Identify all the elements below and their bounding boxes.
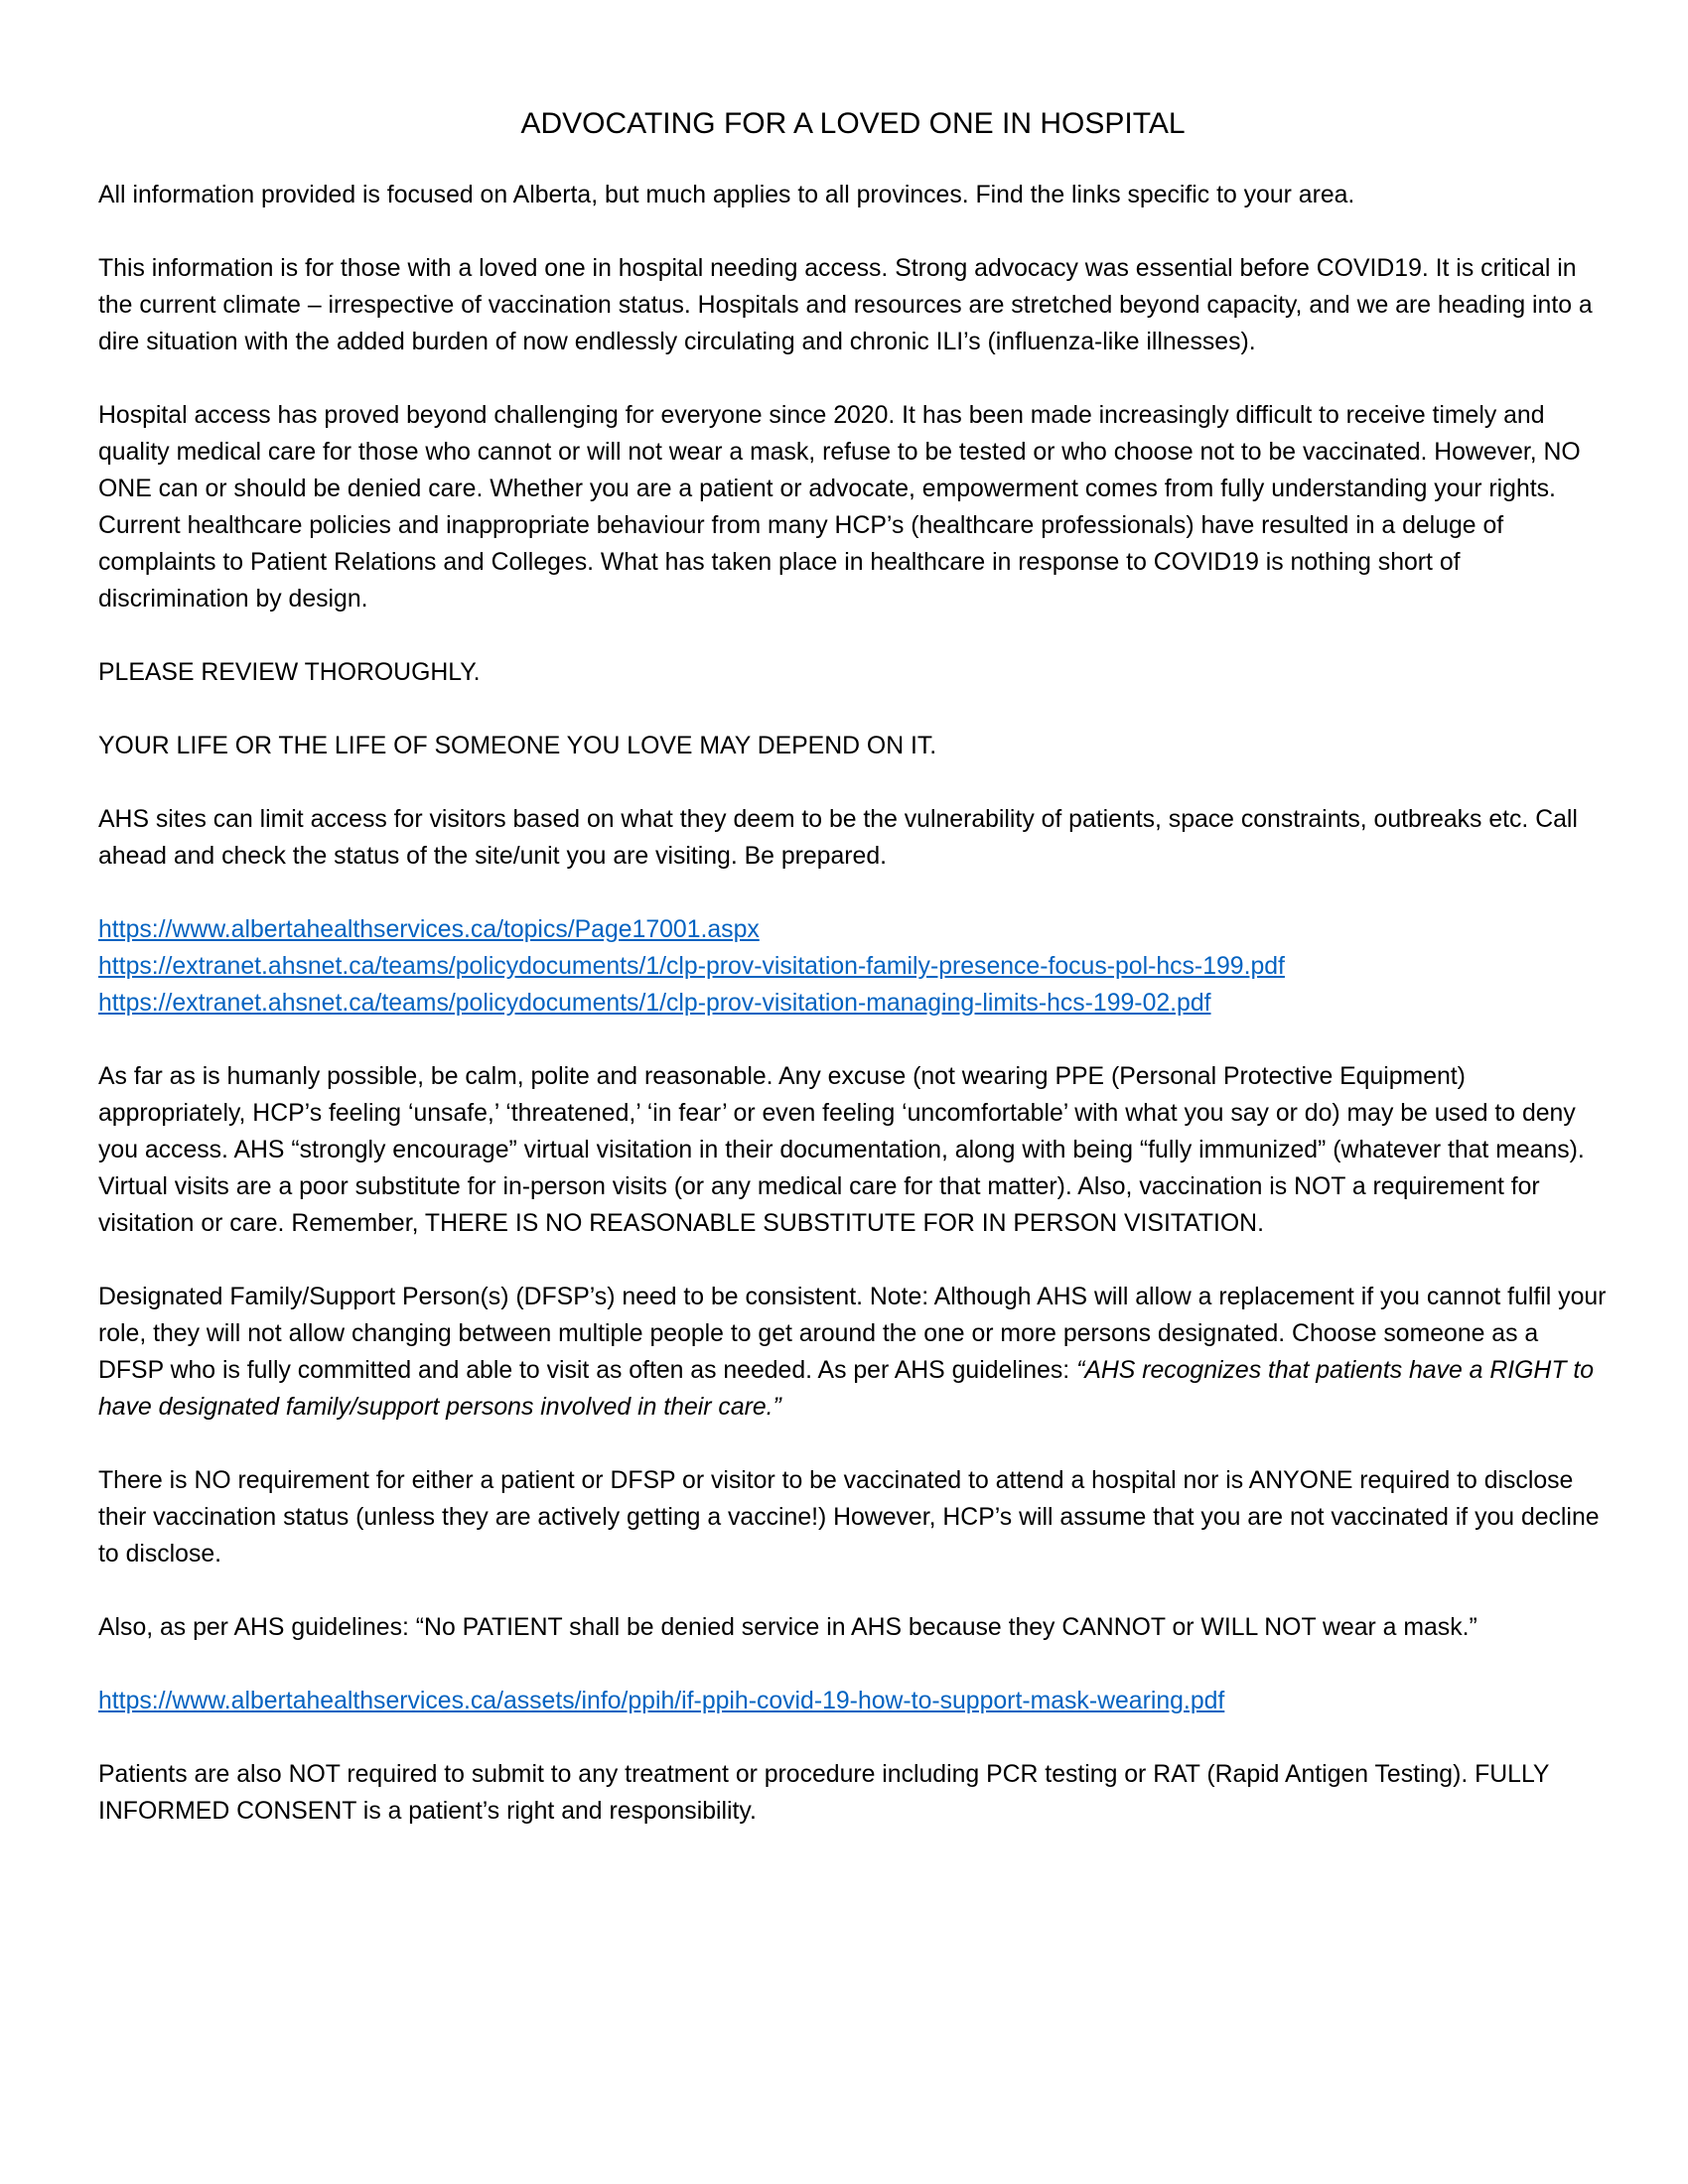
link-list (98, 911, 1608, 1022)
paragraph-vaccination: There is NO requirement for either a patient or DFSP or visitor to be vaccinated to attend a hospital nor is ANYONE required to disclose their vaccination status (unless they are actively getting a vaccine!) However, HCP’s will assume that you are not vaccinated if you decline to disclose. (98, 1467, 1600, 1568)
paragraph-mask: Also, as per AHS guidelines: “No PATIENT shall be denied service in AHS because they CANNOT or WILL NOT wear a mask.” (98, 1614, 1477, 1641)
link-mask-wearing[interactable]: https://www.albertahealthservices.ca/assets/info/ppih/if-ppih-covid-19-how-to-support-mask-wearing.pdf (98, 1688, 1225, 1714)
dfsp-text: Designated Family/Support Person(s) (DFSP’s) need to be consistent. Note: Although AHS will allow a replacement if you cannot fulfil your role, they will not allow changing between multiple people to get around the one or more persons designated. Choose someone as a DFSP who is fully committed and able to visit as often as needed. As per AHS guidelines: (98, 1284, 1607, 1384)
link-list-mask (98, 1683, 1608, 1719)
paragraph-review: PLEASE REVIEW THOROUGHLY. (98, 659, 481, 686)
paragraph-intro: All information provided is focused on Alberta, but much applies to all provinces. Find the links specific to your area. (98, 182, 1355, 208)
document-page (98, 103, 1608, 1866)
link-managing-limits-policy[interactable]: https://extranet.ahsnet.ca/teams/policydocuments/1/clp-prov-visitation-managing-limits-hcs-199-02.pdf (98, 990, 1211, 1017)
paragraph-site-limits: AHS sites can limit access for visitors based on what they deem to be the vulnerability of patients, space constraints, outbreaks etc. Call ahead and check the status of the site/unit you are visiting. Be prepared. (98, 806, 1578, 870)
paragraph-life: YOUR LIFE OR THE LIFE OF SOMEONE YOU LOVE MAY DEPEND ON IT. (98, 733, 937, 759)
document-title: ADVOCATING FOR A LOVED ONE IN HOSPITAL (520, 107, 1186, 140)
link-family-presence-policy[interactable]: https://extranet.ahsnet.ca/teams/policydocuments/1/clp-prov-visitation-family-presence-focus-pol-hcs-199.pdf (98, 953, 1285, 980)
paragraph-advocacy: This information is for those with a loved one in hospital needing access. Strong advocacy was essential before COVID19. It is critical in the current climate – irrespective of vaccination status. Hospitals and resources are stretched beyond capacity, and we are heading into a dire situation with the added burden of now endlessly circulating and chronic ILI’s (influenza-like illnesses). (98, 255, 1593, 355)
link-ahs-page[interactable]: https://www.albertahealthservices.ca/topics/Page17001.aspx (98, 916, 760, 943)
paragraph-calm: As far as is humanly possible, be calm, polite and reasonable. Any excuse (not wearing PPE (Personal Protective Equipment) appropriately, HCP’s feeling ‘unsafe,’ ‘threatened,’ ‘in fear’ or even feeling ‘uncomfortable’ with what you say or do) may be used to deny you access. AHS “strongly encourage” virtual visitation in their documentation, along with being “fully immunized” (whatever that means). Virtual visits are a poor substitute for in-person visits (or any medical care for that matter). Also, vaccination is NOT a requirement for visitation or care. Remember, THERE IS NO REASONABLE SUBSTITUTE FOR IN PERSON VISITATION. (98, 1063, 1585, 1237)
dfsp-quote: “AHS recognizes that patients have a RIGHT to have designated family/support persons involved in their care.” (98, 1357, 1595, 1421)
paragraph-hospital-access: Hospital access has proved beyond challenging for everyone since 2020. It has been made increasingly difficult to receive timely and quality medical care for those who cannot or will not wear a mask, refuse to be tested or who choose not to be vaccinated. However, NO ONE can or should be denied care. Whether you are a patient or advocate, empowerment comes from fully understanding your rights. Current healthcare policies and inappropriate behaviour from many HCP’s (healthcare professionals) have resulted in a deluge of complaints to Patient Relations and Colleges. What has taken place in healthcare in response to COVID19 is nothing short of discrimination by design. (98, 402, 1581, 613)
paragraph-consent: Patients are also NOT required to submit to any treatment or procedure including PCR testing or RAT (Rapid Antigen Testing). FULLY INFORMED CONSENT is a patient’s right and responsibility. (98, 1761, 1549, 1825)
paragraph-dfsp (98, 1279, 1608, 1426)
